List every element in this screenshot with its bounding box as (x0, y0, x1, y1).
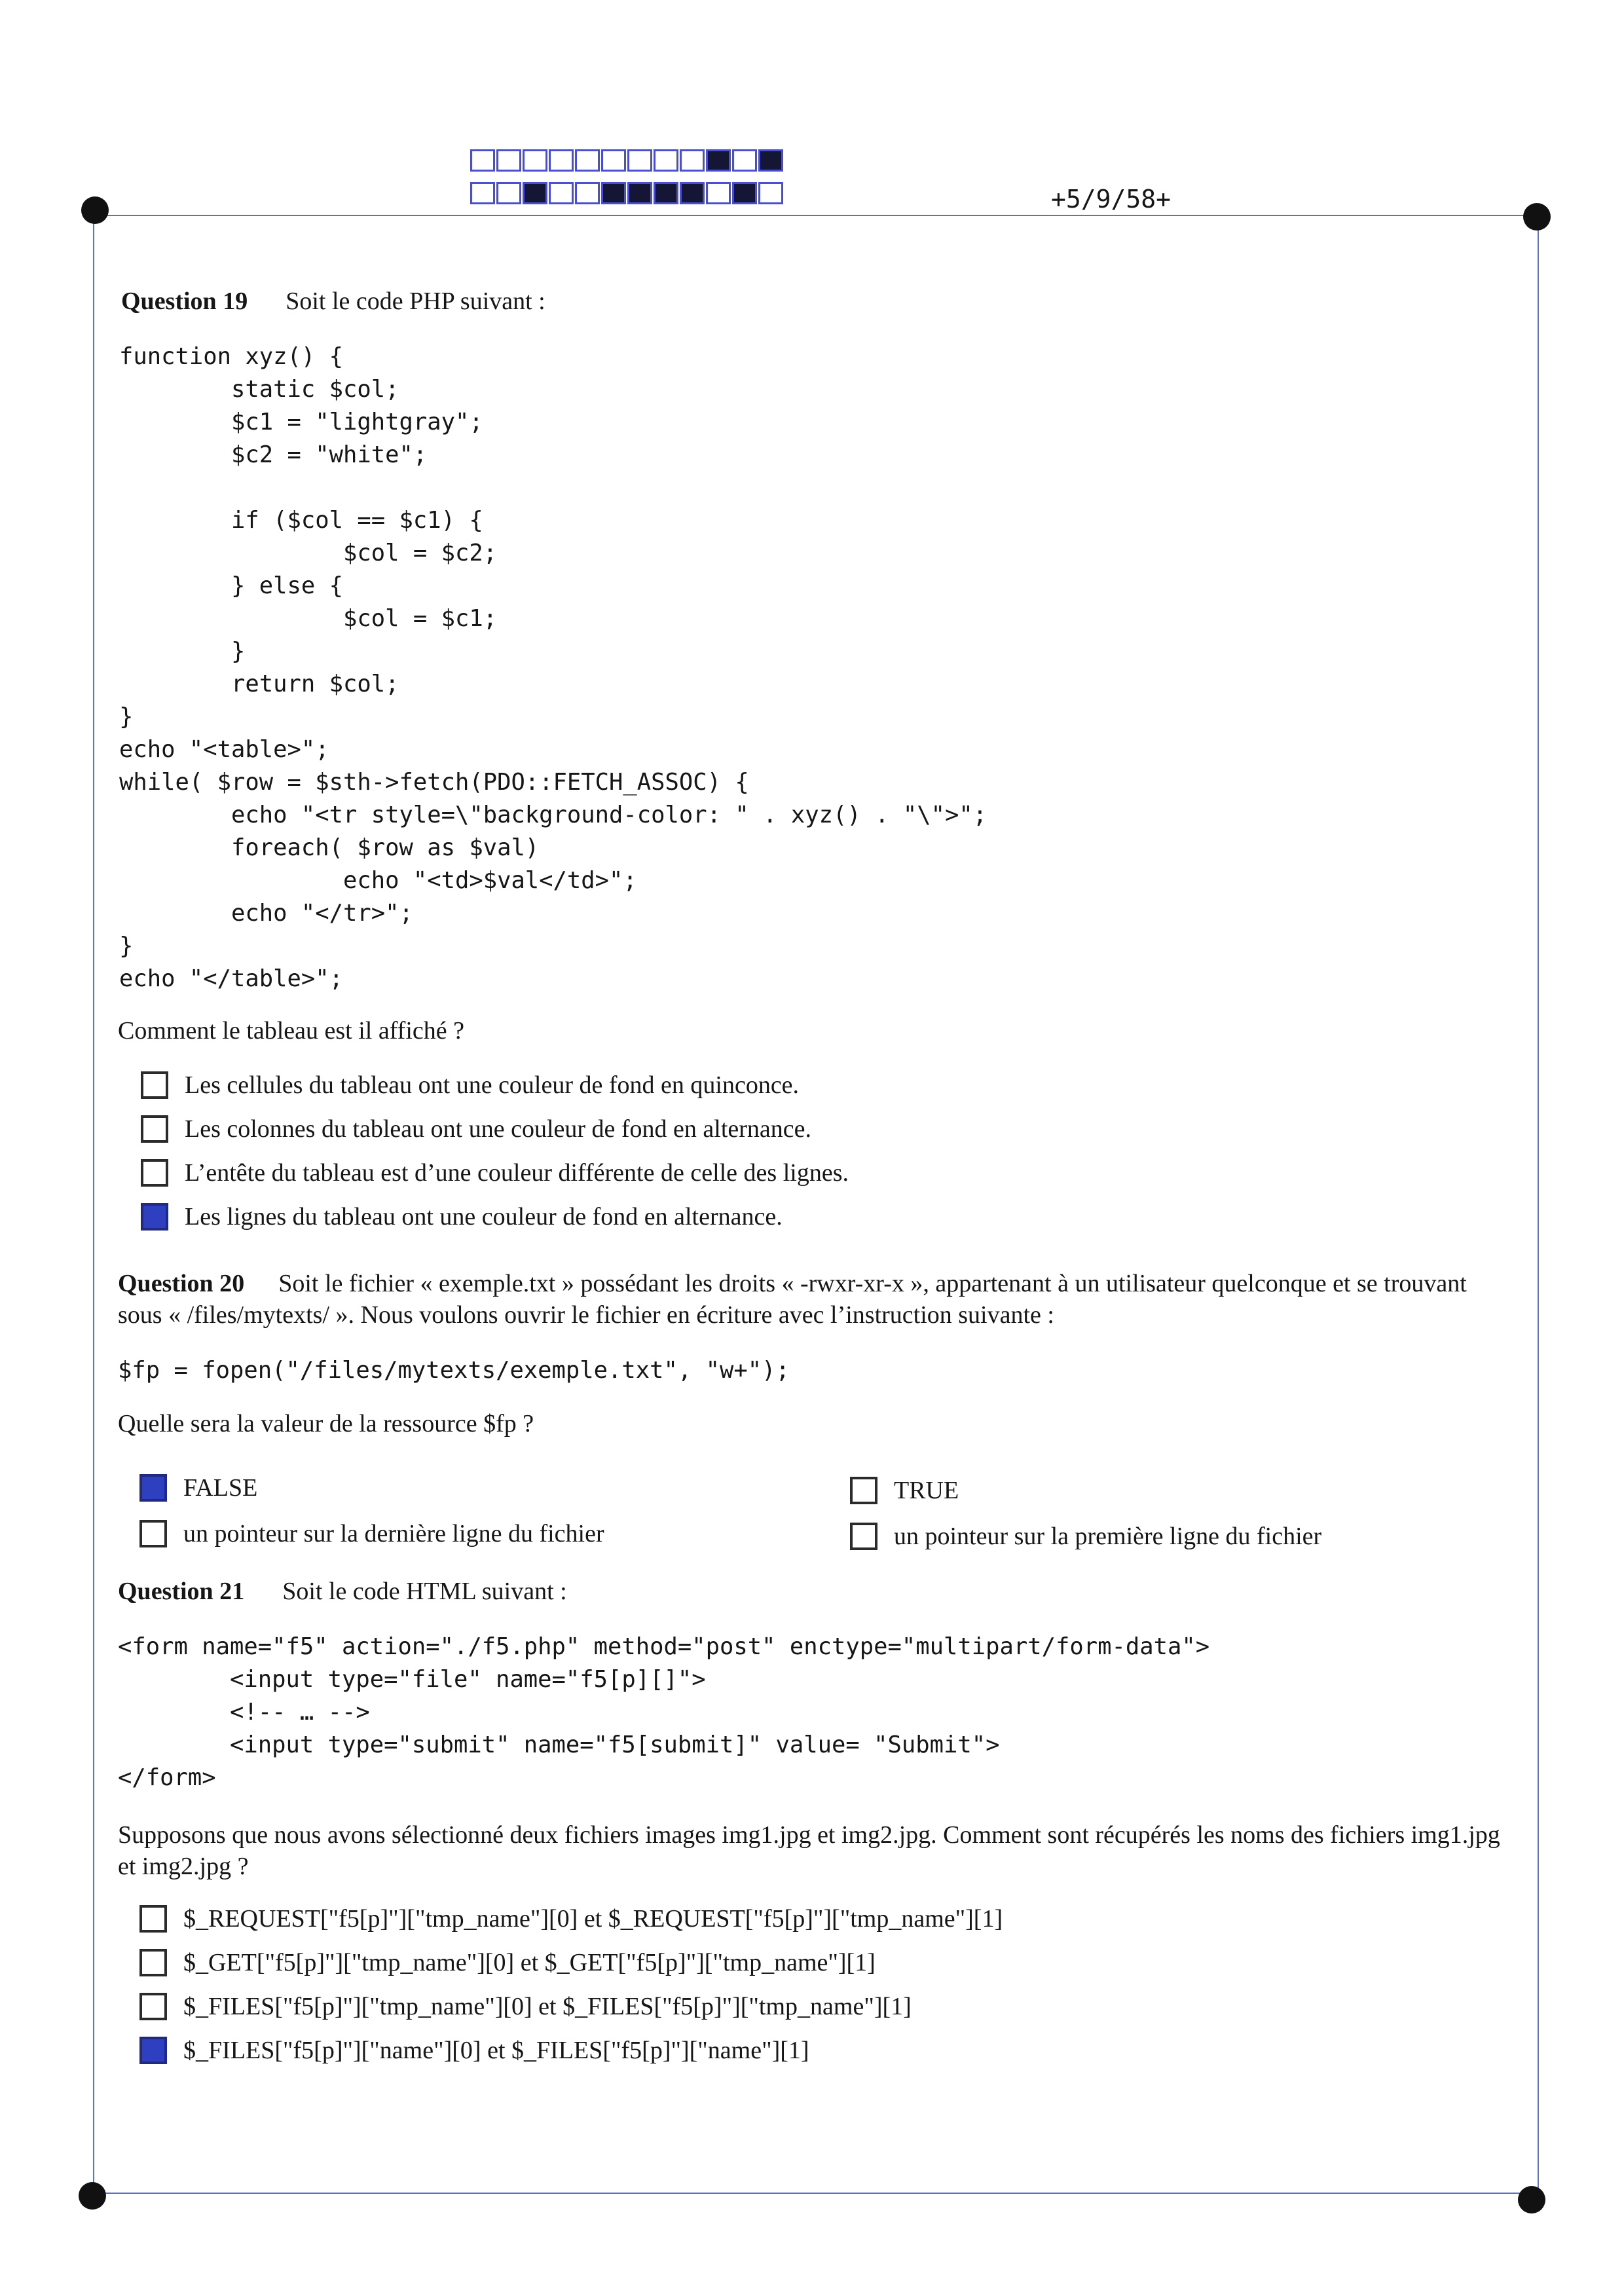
question-20-text: Soit le fichier « exemple.txt » possédant les droits « -rwxr-xr-x », appartenant à un utilisateur quelconque et se trouvant sous « /files/mytexts/ ». Nous voulons ouvrir le fichier en écriture avec l’instruction suivante : (118, 1270, 1467, 1329)
question-19-header (121, 287, 545, 316)
option-label: un pointeur sur la dernière ligne du fichier (183, 1520, 604, 1547)
barcode-cell (758, 182, 783, 204)
checkbox[interactable] (141, 1115, 168, 1143)
checkbox[interactable] (850, 1477, 877, 1504)
checkbox-checked[interactable] (139, 2037, 167, 2064)
question-21-code: <form name="f5" action="./f5.php" method="post" enctype="multipart/form-data"> <input type="file" name="f5[p][]"> <!-- … --> <input type="submit" name="f5[submit]" value= "Submit"> </form> (118, 1633, 1210, 1791)
barcode-cell-filled (680, 182, 705, 204)
question-19-option-1[interactable] (141, 1071, 799, 1100)
option-label: Les lignes du tableau ont une couleur de fond en alternance. (185, 1203, 783, 1231)
corner-mark-top-left (81, 196, 109, 224)
corner-mark-bottom-right (1518, 2186, 1545, 2213)
question-21-option-4[interactable] (139, 2036, 809, 2065)
id-barcode-row-2 (470, 182, 784, 204)
question-20-label: Question 20 (118, 1270, 245, 1297)
question-21-prompt: Supposons que nous avons sélectionné deux fichiers images img1.jpg et img2.jpg. Comment sont récupérés les noms des fichiers img1.jpg et img2.jpg ? (118, 1821, 1500, 1880)
question-20-header (118, 1268, 1513, 1331)
barcode-cell (680, 149, 705, 172)
question-19-code: function xyz() { static $col; $c1 = "lightgray"; $c2 = "white"; if ($col == $c1) { $col = $c2; } else { $col = $c1; } return $col; } echo "<table>"; while( $row = $sth->fetch(PDO::FETCH_ASSOC) { echo "<tr style=\"background-color: " . xyz() . "\">"; foreach( $row as $val) echo "<td>$val</td>"; echo "</tr>"; } echo "</table>"; (119, 343, 987, 992)
barcode-cell (470, 149, 495, 172)
checkbox-checked[interactable] (141, 1203, 168, 1231)
option-label: L’entête du tableau est d’une couleur différente de celle des lignes. (185, 1159, 849, 1187)
checkbox[interactable] (139, 1949, 167, 1976)
option-label: TRUE (894, 1477, 959, 1504)
barcode-cell (654, 149, 678, 172)
barcode-cell (496, 149, 521, 172)
corner-mark-top-right (1523, 203, 1551, 231)
frame-bottom-line (93, 2193, 1539, 2194)
barcode-cell (549, 149, 574, 172)
question-20-option-last-line[interactable] (139, 1519, 604, 1548)
question-21-label: Question 21 (118, 1578, 245, 1605)
question-19-option-2[interactable] (141, 1115, 811, 1143)
corner-mark-bottom-left (79, 2182, 106, 2210)
barcode-cell (549, 182, 574, 204)
question-19-prompt: Comment le tableau est il affiché ? (118, 1017, 464, 1045)
checkbox[interactable] (139, 1993, 167, 2020)
question-19-text: Soit le code PHP suivant : (286, 287, 545, 315)
option-label: un pointeur sur la première ligne du fichier (894, 1523, 1322, 1550)
checkbox[interactable] (850, 1523, 877, 1550)
checkbox[interactable] (141, 1071, 168, 1099)
question-20-option-false[interactable] (139, 1473, 257, 1502)
frame-top-line (93, 215, 1539, 216)
option-label: Les colonnes du tableau ont une couleur de fond en alternance. (185, 1115, 812, 1143)
barcode-cell-filled (758, 149, 783, 172)
question-20-code: $fp = fopen("/files/mytexts/exemple.txt", "w+"); (118, 1357, 790, 1384)
question-21-header (118, 1577, 567, 1606)
option-label: $_FILES["f5[p]"]["tmp_name"][0] et $_FILES["f5[p]"]["tmp_name"][1] (183, 1993, 912, 2020)
id-barcode-row-1 (470, 149, 784, 172)
barcode-cell-filled (706, 149, 731, 172)
barcode-cell (732, 149, 757, 172)
question-21-option-3[interactable] (139, 1992, 912, 2021)
question-19-option-3[interactable] (141, 1158, 849, 1187)
checkbox[interactable] (141, 1159, 168, 1187)
barcode-cell-filled (601, 182, 626, 204)
option-label: $_FILES["f5[p]"]["name"][0] et $_FILES["f5[p]"]["name"][1] (183, 2037, 809, 2064)
barcode-cell-filled (627, 182, 652, 204)
question-21-option-1[interactable] (139, 1904, 1003, 1933)
question-21-text: Soit le code HTML suivant : (282, 1578, 567, 1605)
barcode-cell (601, 149, 626, 172)
question-20-option-first-line[interactable] (850, 1522, 1321, 1551)
barcode-cell (706, 182, 731, 204)
question-21-option-2[interactable] (139, 1948, 876, 1977)
question-19-label: Question 19 (121, 287, 248, 315)
checkbox[interactable] (139, 1905, 167, 1933)
barcode-cell (470, 182, 495, 204)
option-label: $_GET["f5[p]"]["tmp_name"][0] et $_GET["f5[p]"]["tmp_name"][1] (183, 1949, 876, 1976)
barcode-cell (627, 149, 652, 172)
barcode-cell (523, 149, 547, 172)
checkbox-checked[interactable] (139, 1474, 167, 1502)
barcode-cell (575, 149, 600, 172)
question-20-option-true[interactable] (850, 1476, 959, 1505)
barcode-cell (575, 182, 600, 204)
question-20-prompt: Quelle sera la valeur de la ressource $fp ? (118, 1410, 534, 1437)
option-label: $_REQUEST["f5[p]"]["tmp_name"][0] et $_REQUEST["f5[p]"]["tmp_name"][1] (183, 1905, 1003, 1933)
frame-left-line (93, 215, 94, 2194)
option-label: Les cellules du tableau ont une couleur de fond en quinconce. (185, 1071, 800, 1099)
option-label: FALSE (183, 1474, 258, 1502)
barcode-cell (496, 182, 521, 204)
barcode-cell-filled (654, 182, 678, 204)
question-19-option-4[interactable] (141, 1202, 783, 1231)
checkbox[interactable] (139, 1520, 167, 1547)
frame-right-line (1538, 215, 1539, 2194)
barcode-cell-filled (732, 182, 757, 204)
barcode-cell-filled (523, 182, 547, 204)
page-identifier: +5/9/58+ (1051, 185, 1172, 213)
